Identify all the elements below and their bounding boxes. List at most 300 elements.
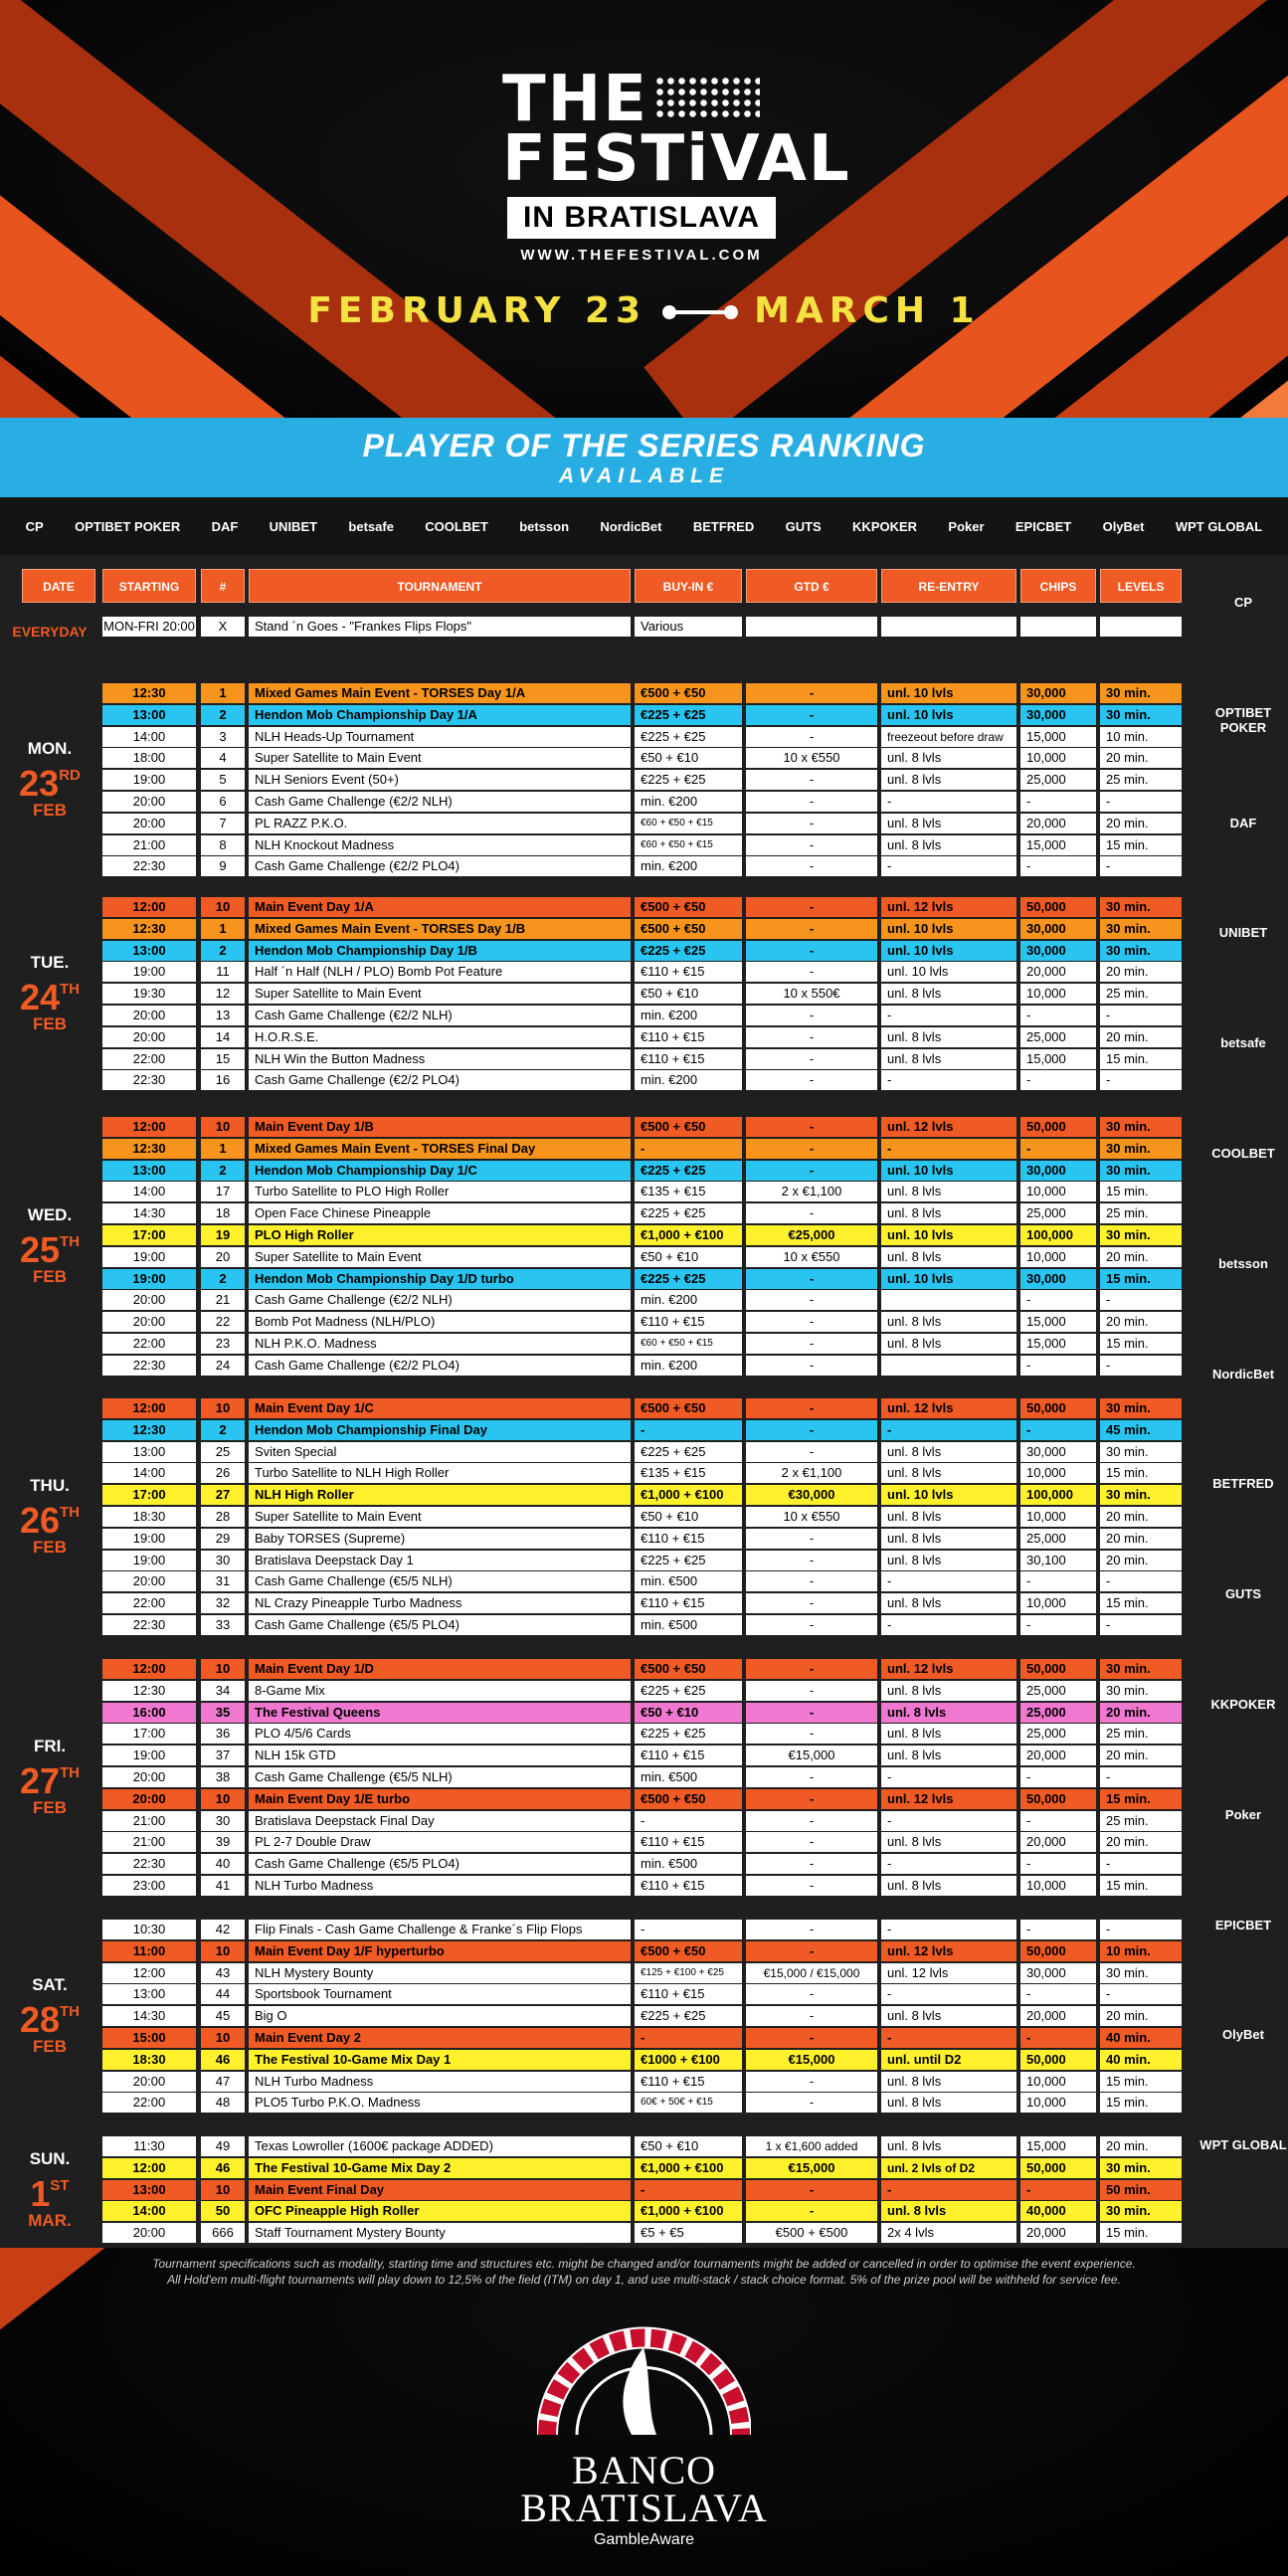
levels-cell: 20 min. xyxy=(1100,1247,1182,1267)
tournament-name-cell: PLO5 Turbo P.K.O. Madness xyxy=(249,2093,631,2113)
chips-cell: 20,000 xyxy=(1020,1832,1096,1852)
buyin-cell: €110 + €15 xyxy=(635,1049,742,1069)
chips-cell: 50,000 xyxy=(1020,1398,1096,1418)
reentry-cell: unl. 10 lvls xyxy=(881,705,1016,725)
event-number-cell: 27 xyxy=(201,1485,245,1505)
side-sponsor-logo[interactable]: CP xyxy=(1233,595,1253,610)
start-time-cell: 13:00 xyxy=(102,1442,196,1462)
chips-cell: 50,000 xyxy=(1020,897,1096,917)
tournament-name-cell: NLH Turbo Madness xyxy=(249,1876,631,1896)
buyin-cell: - xyxy=(635,1420,742,1440)
gtd-cell: - xyxy=(746,2072,877,2092)
start-time-cell: 13:00 xyxy=(102,941,196,961)
buyin-cell: €110 + €15 xyxy=(635,1876,742,1896)
levels-cell: 30 min. xyxy=(1100,1398,1182,1418)
buyin-cell: min. €500 xyxy=(635,1615,742,1635)
reentry-cell: unl. 8 lvls xyxy=(881,1832,1016,1852)
reentry-cell: - xyxy=(881,1984,1016,2004)
gtd-cell: - xyxy=(746,1203,877,1223)
start-time-cell: 15:00 xyxy=(102,2028,196,2048)
levels-cell: - xyxy=(1100,1920,1182,1939)
start-time-cell: 12:30 xyxy=(102,683,196,703)
schedule-table xyxy=(0,555,1288,2248)
gtd-cell: - xyxy=(746,1070,877,1090)
event-number-cell: 10 xyxy=(201,1941,245,1961)
levels-cell: 15 min. xyxy=(1100,1463,1182,1483)
start-time-cell: 11:00 xyxy=(102,1941,196,1961)
event-number-cell: 34 xyxy=(201,1681,245,1701)
event-number-cell: 25 xyxy=(201,1442,245,1462)
start-time-cell: 20:00 xyxy=(102,792,196,812)
reentry-cell: - xyxy=(881,1070,1016,1090)
start-time-cell: 14:00 xyxy=(102,1463,196,1483)
tournament-name-cell: H.O.R.S.E. xyxy=(249,1027,631,1047)
tournament-name-cell: The Festival Queens xyxy=(249,1703,631,1723)
reentry-cell: - xyxy=(881,1420,1016,1440)
levels-cell: 10 min. xyxy=(1100,1941,1182,1961)
buyin-cell: €50 + €10 xyxy=(635,1703,742,1723)
levels-cell: 20 min. xyxy=(1100,1507,1182,1527)
levels-cell: 40 min. xyxy=(1100,2028,1182,2048)
side-sponsor-logo[interactable]: COOLBET xyxy=(1211,1146,1275,1161)
column-header-date: DATE xyxy=(22,569,95,603)
gtd-cell: - xyxy=(746,1117,877,1137)
event-number-cell: 40 xyxy=(201,1854,245,1874)
gtd-cell: 10 x €550 xyxy=(746,1507,877,1527)
buyin-cell: €5 + €5 xyxy=(635,2223,742,2243)
sponsor-logo[interactable]: CP xyxy=(25,518,44,534)
side-sponsor-logo[interactable]: betsafe xyxy=(1220,1035,1266,1050)
buyin-cell: min. €200 xyxy=(635,1290,742,1310)
logo-line-1 xyxy=(502,63,781,136)
event-number-cell: 16 xyxy=(201,1070,245,1090)
start-time-cell: 12:30 xyxy=(102,919,196,939)
gtd-cell: - xyxy=(746,792,877,812)
side-sponsor-logo[interactable]: WPT GLOBAL xyxy=(1199,2137,1287,2152)
tournament-name-cell: Main Event Day 1/A xyxy=(249,897,631,917)
tournament-name-cell: Cash Game Challenge (€2/2 NLH) xyxy=(249,1006,631,1025)
chips-cell: 10,000 xyxy=(1020,1876,1096,1896)
buyin-cell: - xyxy=(635,2028,742,2048)
buyin-cell: €500 + €50 xyxy=(635,897,742,917)
gtd-cell: 2 x €1,100 xyxy=(746,1182,877,1201)
tournament-name-cell: Hendon Mob Championship Day 1/B xyxy=(249,941,631,961)
reentry-cell: - xyxy=(881,1854,1016,1874)
levels-cell: 15 min. xyxy=(1100,1334,1182,1354)
header xyxy=(0,0,1288,418)
sponsor-logo[interactable]: Poker xyxy=(948,518,985,534)
start-time-cell: 17:00 xyxy=(102,1225,196,1245)
buyin-cell: min. €200 xyxy=(635,792,742,812)
reentry-cell: - xyxy=(881,792,1016,812)
brand-line-1: BANCO xyxy=(571,2448,717,2492)
gtd-cell: - xyxy=(746,2201,877,2221)
start-time-cell: 14:00 xyxy=(102,727,196,747)
day-number-suffix: TH xyxy=(60,981,81,998)
start-time-cell: 16:00 xyxy=(102,1703,196,1723)
tournament-name-cell: Bratislava Deepstack Day 1 xyxy=(249,1551,631,1570)
levels-cell: - xyxy=(1100,1571,1182,1591)
event-number-cell: 20 xyxy=(201,1247,245,1267)
start-time-cell: 20:00 xyxy=(102,1290,196,1310)
event-number-cell: 2 xyxy=(201,705,245,725)
tournament-name-cell: NLH Turbo Madness xyxy=(249,2072,631,2092)
tournament-name-cell: Main Event Day 2 xyxy=(249,2028,631,2048)
start-time-cell: 22:00 xyxy=(102,1049,196,1069)
sponsor-logo[interactable]: GUTS xyxy=(785,518,822,534)
start-time-cell: 22:30 xyxy=(102,1356,196,1376)
day-number-value: 25 xyxy=(19,1229,61,1270)
buyin-cell: - xyxy=(635,1811,742,1831)
buyin-cell: €50 + €10 xyxy=(635,984,742,1004)
side-sponsor-logo[interactable]: NordicBet xyxy=(1211,1367,1275,1381)
day-month: FEB xyxy=(33,1538,67,1557)
gtd-cell: - xyxy=(746,727,877,747)
chips-cell: - xyxy=(1020,1006,1096,1025)
chips-cell: 15,000 xyxy=(1020,1312,1096,1332)
start-time-cell: 19:00 xyxy=(102,1746,196,1765)
event-number-cell: 46 xyxy=(201,2050,245,2070)
levels-cell: 30 min. xyxy=(1100,705,1182,725)
start-time-cell: 17:00 xyxy=(102,1724,196,1744)
event-number-cell: 11 xyxy=(201,962,245,982)
day-month: FEB xyxy=(33,1014,67,1033)
day-month: FEB xyxy=(33,2037,67,2056)
chips-cell: 30,000 xyxy=(1020,683,1096,703)
tournament-name-cell: Half ´n Half (NLH / PLO) Bomb Pot Feature xyxy=(249,962,631,982)
start-time-cell: 20:00 xyxy=(102,814,196,833)
start-time-cell: 18:30 xyxy=(102,2050,196,2070)
gtd-cell xyxy=(746,617,877,637)
tournament-name-cell: Cash Game Challenge (€5/5 PLO4) xyxy=(249,1615,631,1635)
chips-cell: 25,000 xyxy=(1020,1529,1096,1549)
reentry-cell: unl. 8 lvls xyxy=(881,1724,1016,1744)
event-number-cell: 32 xyxy=(201,1593,245,1613)
chips-cell: 100,000 xyxy=(1020,1225,1096,1245)
start-time-cell: 12:00 xyxy=(102,1117,196,1137)
reentry-cell: - xyxy=(881,1920,1016,1939)
buyin-cell: €500 + €50 xyxy=(635,1398,742,1418)
tournament-name-cell: Staff Tournament Mystery Bounty xyxy=(249,2223,631,2243)
chips-cell: 30,000 xyxy=(1020,1442,1096,1462)
reentry-cell: unl. 10 lvls xyxy=(881,1269,1016,1289)
website-link[interactable]: WWW.THEFESTIVAL.COM xyxy=(520,247,763,264)
event-number-cell: 10 xyxy=(201,1398,245,1418)
tournament-name-cell: Main Event Final Day xyxy=(249,2180,631,2200)
start-time-cell: 22:30 xyxy=(102,856,196,876)
gtd-cell: €15,000 xyxy=(746,2158,877,2178)
levels-cell: 30 min. xyxy=(1100,897,1182,917)
day-label-wed xyxy=(0,1205,99,1287)
reentry-cell: unl. 8 lvls xyxy=(881,1442,1016,1462)
start-time-cell: 12:00 xyxy=(102,1398,196,1418)
side-sponsor-logo[interactable]: Poker xyxy=(1224,1807,1262,1822)
gtd-cell: - xyxy=(746,1832,877,1852)
start-time-cell: 23:00 xyxy=(102,1876,196,1896)
start-time-cell: 21:00 xyxy=(102,1832,196,1852)
reentry-cell: unl. 8 lvls xyxy=(881,770,1016,790)
sponsor-logo[interactable]: KKPOKER xyxy=(852,518,918,534)
start-time-cell: 14:00 xyxy=(102,1182,196,1201)
start-time-cell: 22:00 xyxy=(102,1334,196,1354)
tournament-name-cell: Main Event Day 1/D xyxy=(249,1659,631,1679)
buyin-cell: €60 + €50 + €15 xyxy=(635,835,742,855)
event-number-cell: 1 xyxy=(201,683,245,703)
sponsor-logo[interactable]: EPICBET xyxy=(1014,518,1072,534)
side-sponsor-logo[interactable]: betsson xyxy=(1218,1256,1268,1271)
event-number-cell: 26 xyxy=(201,1463,245,1483)
everyday-label: EVERYDAY xyxy=(12,624,88,640)
logo-subtitle: IN BRATISLAVA xyxy=(507,197,776,239)
tournament-name-cell: Mixed Games Main Event - TORSES Day 1/B xyxy=(249,919,631,939)
tournament-name-cell: PL RAZZ P.K.O. xyxy=(249,814,631,833)
reentry-cell: unl. 8 lvls xyxy=(881,2201,1016,2221)
levels-cell: 30 min. xyxy=(1100,1442,1182,1462)
chips-cell: 50,000 xyxy=(1020,1659,1096,1679)
start-time-cell: 13:00 xyxy=(102,2180,196,2200)
gtd-cell: - xyxy=(746,1724,877,1744)
chips-cell: 30,000 xyxy=(1020,941,1096,961)
levels-cell: - xyxy=(1100,1767,1182,1787)
day-number-suffix: ST xyxy=(50,2177,70,2194)
buyin-cell: €110 + €15 xyxy=(635,2072,742,2092)
reentry-cell: unl. 10 lvls xyxy=(881,941,1016,961)
start-time-cell: 20:00 xyxy=(102,1006,196,1025)
levels-cell: 15 min. xyxy=(1100,1593,1182,1613)
gamble-aware-link[interactable]: GambleAware xyxy=(593,2531,695,2548)
gtd-cell: - xyxy=(746,1811,877,1831)
reentry-cell: unl. 8 lvls xyxy=(881,1334,1016,1354)
start-time-cell: 11:30 xyxy=(102,2136,196,2156)
reentry-cell: - xyxy=(881,1767,1016,1787)
event-number-cell: 2 xyxy=(201,1420,245,1440)
day-name: THU. xyxy=(30,1476,70,1495)
reentry-cell: unl. 8 lvls xyxy=(881,2072,1016,2092)
start-time-cell: 22:30 xyxy=(102,1854,196,1874)
buyin-cell: €225 + €25 xyxy=(635,1203,742,1223)
levels-cell: 30 min. xyxy=(1100,941,1182,961)
side-sponsor-logo[interactable]: OPTIBET POKER xyxy=(1214,705,1272,735)
date-end: MARCH 1 xyxy=(754,290,981,331)
sponsor-logo[interactable]: UNIBET xyxy=(269,518,318,534)
chips-cell: 25,000 xyxy=(1020,1681,1096,1701)
event-dates xyxy=(0,290,1288,331)
chips-cell: - xyxy=(1020,1854,1096,1874)
chips-cell: - xyxy=(1020,1984,1096,2004)
reentry-cell: freezeout before draw xyxy=(881,727,1016,747)
side-sponsor-logo[interactable]: EPICBET xyxy=(1214,1918,1272,1932)
levels-cell: 30 min. xyxy=(1100,1225,1182,1245)
chips-cell: 15,000 xyxy=(1020,1334,1096,1354)
reentry-cell: unl. 8 lvls xyxy=(881,1463,1016,1483)
side-sponsor-logo[interactable]: OlyBet xyxy=(1222,2027,1264,2042)
tournament-name-cell: Mixed Games Main Event - TORSES Day 1/A xyxy=(249,683,631,703)
disclaimer-line-1: Tournament specifications such as modality, starting time and structures etc. might be changed and/or tournaments might be added or cancelled in order to optimise the event experience. xyxy=(152,2257,1136,2271)
chips-cell: 10,000 xyxy=(1020,1182,1096,1201)
tournament-name-cell: NL Crazy Pineapple Turbo Madness xyxy=(249,1593,631,1613)
buyin-cell: €225 + €25 xyxy=(635,727,742,747)
chips-cell: 40,000 xyxy=(1020,2201,1096,2221)
sponsor-logo[interactable]: BETFRED xyxy=(692,518,755,534)
side-sponsor-logo[interactable]: DAF xyxy=(1229,816,1257,830)
tournament-name-cell: Cash Game Challenge (€2/2 PLO4) xyxy=(249,1070,631,1090)
tournament-name-cell: Cash Game Challenge (€5/5 NLH) xyxy=(249,1767,631,1787)
chips-cell: - xyxy=(1020,2028,1096,2048)
column-header-starting: STARTING xyxy=(102,569,196,603)
reentry-cell: unl. 8 lvls xyxy=(881,1551,1016,1570)
reentry-cell: unl. 8 lvls xyxy=(881,1507,1016,1527)
event-number-cell: X xyxy=(201,617,245,637)
reentry-cell: unl. 10 lvls xyxy=(881,919,1016,939)
sponsor-strip xyxy=(0,497,1288,555)
chips-cell: - xyxy=(1020,1420,1096,1440)
event-number-cell: 14 xyxy=(201,1027,245,1047)
column-header-chips: CHIPS xyxy=(1020,569,1096,603)
reentry-cell: unl. 8 lvls xyxy=(881,1049,1016,1069)
tournament-name-cell: The Festival 10-Game Mix Day 2 xyxy=(249,2158,631,2178)
column-header-reentry: RE-ENTRY xyxy=(881,569,1016,603)
buyin-cell: €500 + €50 xyxy=(635,683,742,703)
tournament-name-cell: NLH Knockout Madness xyxy=(249,835,631,855)
levels-cell: 25 min. xyxy=(1100,1811,1182,1831)
day-label-sat xyxy=(0,1975,99,2057)
tournament-name-cell: Hendon Mob Championship Day 1/A xyxy=(249,705,631,725)
start-time-cell: 14:00 xyxy=(102,2201,196,2221)
reentry-cell: unl. 8 lvls xyxy=(881,1312,1016,1332)
buyin-cell: €225 + €25 xyxy=(635,1724,742,1744)
levels-cell: 25 min. xyxy=(1100,1203,1182,1223)
start-time-cell: 18:30 xyxy=(102,1507,196,1527)
day-name: TUE. xyxy=(30,953,70,972)
start-time-cell: 22:30 xyxy=(102,1070,196,1090)
gtd-cell: €15,000 xyxy=(746,1746,877,1765)
chips-cell: 15,000 xyxy=(1020,1049,1096,1069)
day-name: FRI. xyxy=(33,1737,67,1755)
reentry-cell: unl. 12 lvls xyxy=(881,897,1016,917)
buyin-cell: €1,000 + €100 xyxy=(635,1485,742,1505)
event-number-cell: 666 xyxy=(201,2223,245,2243)
event-number-cell: 1 xyxy=(201,1139,245,1159)
gtd-cell: - xyxy=(746,835,877,855)
chips-cell: 100,000 xyxy=(1020,1485,1096,1505)
chips-cell: 15,000 xyxy=(1020,835,1096,855)
sponsor-logo[interactable]: betsson xyxy=(519,518,570,534)
levels-cell: 15 min. xyxy=(1100,835,1182,855)
buyin-cell: €125 + €100 + €25 xyxy=(635,1963,742,1983)
event-number-cell: 38 xyxy=(201,1767,245,1787)
side-sponsor-logo[interactable]: BETFRED xyxy=(1212,1476,1274,1491)
sponsor-logo[interactable]: WPT GLOBAL xyxy=(1175,518,1263,534)
side-sponsor-logo[interactable]: GUTS xyxy=(1224,1586,1262,1601)
reentry-cell: - xyxy=(881,1811,1016,1831)
gtd-cell: 1 x €1,600 added xyxy=(746,2136,877,2156)
chips-cell: - xyxy=(1020,2180,1096,2200)
gtd-cell: - xyxy=(746,770,877,790)
buyin-cell: €225 + €25 xyxy=(635,941,742,961)
event-number-cell: 43 xyxy=(201,1963,245,1983)
event-number-cell: 15 xyxy=(201,1049,245,1069)
chips-cell: - xyxy=(1020,1615,1096,1635)
gtd-cell: - xyxy=(746,1442,877,1462)
chips-cell xyxy=(1020,617,1096,637)
levels-cell: - xyxy=(1100,856,1182,876)
reentry-cell: unl. 8 lvls xyxy=(881,2136,1016,2156)
event-number-cell: 1 xyxy=(201,919,245,939)
gtd-cell: €15,000 xyxy=(746,2050,877,2070)
chips-cell: - xyxy=(1020,792,1096,812)
start-time-cell: 14:30 xyxy=(102,1203,196,1223)
reentry-cell: unl. 10 lvls xyxy=(881,1485,1016,1505)
start-time-cell: 19:00 xyxy=(102,1529,196,1549)
sponsor-logo[interactable]: OPTIBET POKER xyxy=(75,518,181,534)
day-number xyxy=(0,1225,99,1270)
event-number-cell: 37 xyxy=(201,1746,245,1765)
reentry-cell: unl. 8 lvls xyxy=(881,1876,1016,1896)
start-time-cell: 22:30 xyxy=(102,1615,196,1635)
levels-cell: 15 min. xyxy=(1100,2093,1182,2113)
chips-cell: 10,000 xyxy=(1020,1507,1096,1527)
footer xyxy=(0,2248,1288,2576)
tournament-name-cell: PLO High Roller xyxy=(249,1225,631,1245)
day-number-value: 24 xyxy=(19,977,61,1017)
reentry-cell xyxy=(881,1356,1016,1376)
reentry-cell: unl. 10 lvls xyxy=(881,1225,1016,1245)
levels-cell: 15 min. xyxy=(1100,2072,1182,2092)
disclaimer xyxy=(0,2256,1288,2288)
levels-cell: 15 min. xyxy=(1100,2223,1182,2243)
reentry-cell: unl. 12 lvls xyxy=(881,1659,1016,1679)
reentry-cell: unl. 8 lvls xyxy=(881,1746,1016,1765)
levels-cell: - xyxy=(1100,792,1182,812)
sponsor-logo[interactable]: NordicBet xyxy=(600,518,662,534)
levels-cell: 20 min. xyxy=(1100,1529,1182,1549)
sponsor-logo[interactable]: OlyBet xyxy=(1102,518,1145,534)
reentry-cell: unl. 8 lvls xyxy=(881,984,1016,1004)
gtd-cell: - xyxy=(746,1703,877,1723)
start-time-cell: 18:00 xyxy=(102,748,196,768)
sponsor-logo[interactable]: COOLBET xyxy=(425,518,488,534)
chips-cell: 50,000 xyxy=(1020,2050,1096,2070)
side-sponsor-logo[interactable]: UNIBET xyxy=(1218,925,1268,940)
levels-cell: 30 min. xyxy=(1100,1659,1182,1679)
day-label-fri xyxy=(0,1737,99,1818)
tournament-name-cell: PL 2-7 Double Draw xyxy=(249,1832,631,1852)
reentry-cell: - xyxy=(881,2028,1016,2048)
tournament-name-cell: Cash Game Challenge (€5/5 NLH) xyxy=(249,1571,631,1591)
chips-cell: 20,000 xyxy=(1020,2223,1096,2243)
reentry-cell: unl. 12 lvls xyxy=(881,1941,1016,1961)
reentry-cell: unl. 8 lvls xyxy=(881,2006,1016,2026)
tournament-name-cell: Big O xyxy=(249,2006,631,2026)
event-number-cell: 17 xyxy=(201,1182,245,1201)
sponsor-logo[interactable]: DAF xyxy=(211,518,239,534)
event-number-cell: 18 xyxy=(201,1203,245,1223)
sponsor-logo[interactable]: betsafe xyxy=(348,518,394,534)
day-number xyxy=(0,973,99,1017)
levels-cell: 25 min. xyxy=(1100,770,1182,790)
buyin-cell: €50 + €10 xyxy=(635,1507,742,1527)
buyin-cell: €500 + €50 xyxy=(635,1659,742,1679)
chips-cell: 30,000 xyxy=(1020,1963,1096,1983)
chips-cell: 50,000 xyxy=(1020,1117,1096,1137)
chips-cell: - xyxy=(1020,1571,1096,1591)
side-sponsor-logo[interactable]: KKPOKER xyxy=(1210,1697,1276,1712)
reentry-cell: unl. 12 lvls xyxy=(881,1789,1016,1809)
reentry-cell: unl. 8 lvls xyxy=(881,748,1016,768)
start-time-cell: 19:00 xyxy=(102,1247,196,1267)
buyin-cell: €1,000 + €100 xyxy=(635,1225,742,1245)
levels-cell: 30 min. xyxy=(1100,2158,1182,2178)
